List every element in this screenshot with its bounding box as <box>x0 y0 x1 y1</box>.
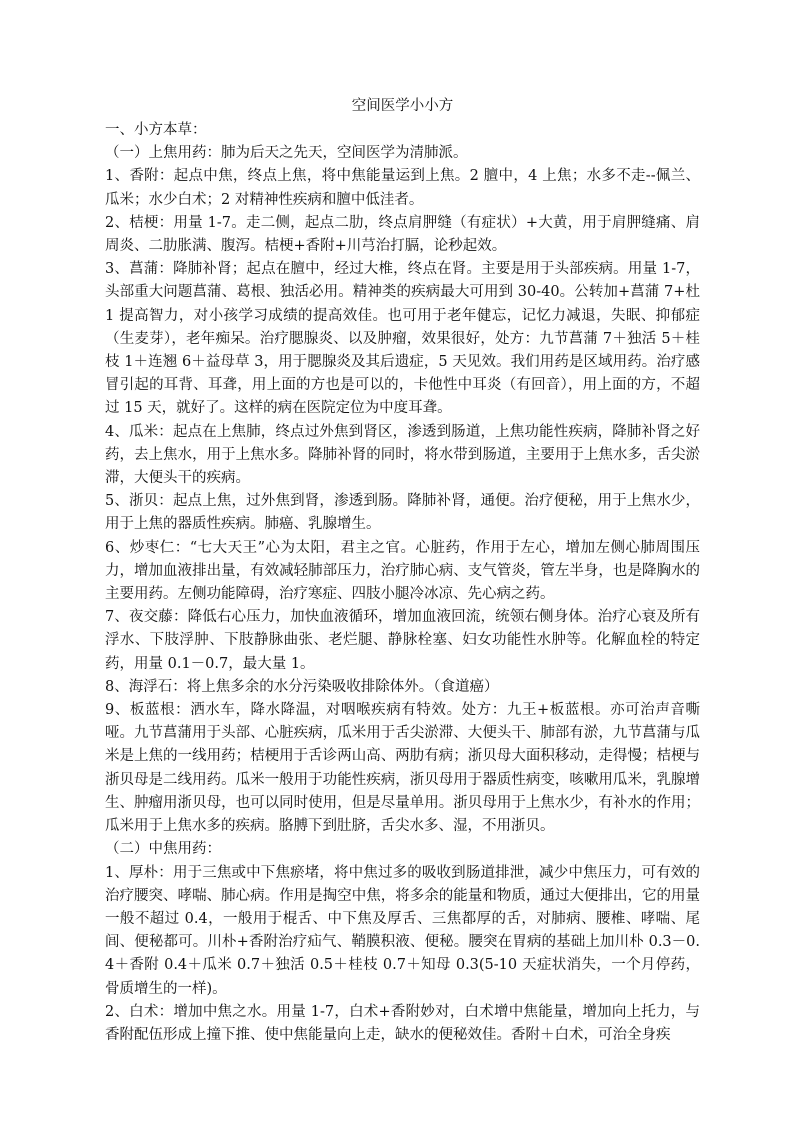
subsection-heading: （二）中焦用药： <box>105 841 221 858</box>
paragraph: 2、白术：增加中焦之水。用量 1-7，白术+香附妙对，白术增中焦能量，增加向上托力，与香附配伍形成上撞下推、使中焦能量向上走，缺水的便秘效佳。香附＋白术，可治全身疾 <box>105 1003 700 1043</box>
paragraph: 8、海浮石：将上焦多余的水分污染吸收排除体外。（食道癌） <box>105 678 499 695</box>
document-page <box>105 94 700 1047</box>
paragraph: 4、瓜米：起点在上焦肺，终点过外焦到肾区，渗透到肠道，上焦功能性疾病，降肺补肾之好药，去上焦水，用于上焦水多。降肺补肾的同时，将水带到肠道，主要用于上焦水多，舌尖淤滞，大便头干的疾病。 <box>105 423 700 487</box>
section-heading: 一、小方本草： <box>105 122 207 138</box>
document-body <box>105 119 700 1047</box>
paragraph: 7、夜交藤：降低右心压力，加快血液循环，增加血液回流，统领右侧身体。治疗心衰及所有浮水、下肢浮肿、下肢静脉曲张、老烂腿、静脉栓塞、妇女功能性水肿等。化解血栓的特定药，用量 0.1－0.7，最大量 1。 <box>105 609 700 672</box>
paragraph: 6、炒枣仁：“七大天王”心为太阳，君主之官。心脏药，作用于左心，增加左侧心肺周围压力，增加血液排出量，有效减轻肺部压力，治疗肺心病、支气管炎，管左半身，也是降胸水的主要用药。左侧功能障碍，治疗寒症、四肢小腿冷冰凉、先心病之药。 <box>105 539 700 603</box>
paragraph: 3、菖蒲：降肺补肾；起点在膻中，经过大椎，终点在肾。主要是用于头部疾病。用量 1-7，头部重大问题菖蒲、葛根、独活必用。精神类的疾病最大可用到 30-40。公转加+菖蒲 7+杜 1 提高智力，对小孩学习成绩的提高效佳。也可用于老年健忘，记忆力减退，失眠、抑郁症（生麦芽），老年痴呆。治疗腮腺炎、以及肿瘤，效果很好，处方：九节菖蒲 7＋独活 5＋桂枝 1＋连翘 6＋益母草 3，用于腮腺炎及其后遗症，5 天见效。我们用药是区域用药。治疗感冒引起的耳背、耳聋，用上面的方也是可以的，卡他性中耳炎（有回音），用上面的方，不超过 15 天，就好了。这样的病在医院定位为中度耳聋。 <box>105 261 700 417</box>
paragraph: 1、香附：起点中焦，终点上焦，将中焦能量运到上焦。2 膻中，4 上焦；水多不走--佩兰、瓜米；水少白术；2 对精神性疾病和膻中低洼者。 <box>105 168 700 208</box>
document-title: 空间医学小小方 <box>351 98 454 114</box>
paragraph: 2、桔梗：用量 1-7。走二侧，起点二肋，终点肩胛缝（有症状）+大黄，用于肩胛缝痛、肩周炎、二肋胀满、腹泻。桔梗+香附+川芎治打膈，论秒起效。 <box>105 214 700 255</box>
paragraph: 9、板蓝根：洒水车，降水降温，对咽喉疾病有特效。处方：九王+板蓝根。亦可治声音嘶哑。九节菖蒲用于头部、心脏疾病，瓜米用于舌尖淤滞、大便头干、肺部有淤，九节菖蒲与瓜米是上焦的一线用药；桔梗用于舌诊两山高、两肋有病；浙贝母大面积移动，走得慢；桔梗与浙贝母是二线用药。瓜米一般用于功能性疾病，浙贝母用于器质性病变，咳嗽用瓜米，乳腺增生、肿瘤用浙贝母，也可以同时使用，但是尽量单用。浙贝母用于上焦水少，有补水的作用；瓜米用于上焦水多的疾病。胳膊下到肚脐，舌尖水多、湿，不用浙贝。 <box>105 702 700 835</box>
paragraph: 1、厚朴：用于三焦或中下焦瘀堵，将中焦过多的吸收到肠道排泄，减少中焦压力，可有效的治疗腰突、哮喘、肺心病。作用是掏空中焦，将多余的能量和物质，通过大便排出，它的用量一般不超过 0.4，一般用于棍舌、中下焦及厚舌、三焦都厚的舌，对肺病、腰椎、哮喘、尾闾、便秘都可。川朴+香附治疗疝气、鞘膜积液、便秘。腰突在胃病的基础上加川朴 0.3－0.4＋香附 0.4＋瓜米 0.7＋独活 0.5＋桂枝 0.7＋知母 0.3(5-10 天症状消失，一个月停药，骨质增生的一样)。 <box>105 864 700 997</box>
paragraph: 5、浙贝：起点上焦，过外焦到肾，渗透到肠。降肺补肾，通便。治疗便秘，用于上焦水少，用于上焦的器质性疾病。肺癌、乳腺增生。 <box>105 493 700 533</box>
subsection-heading: （一）上焦用药：肺为后天之先天，空间医学为清肺派。 <box>105 145 468 162</box>
